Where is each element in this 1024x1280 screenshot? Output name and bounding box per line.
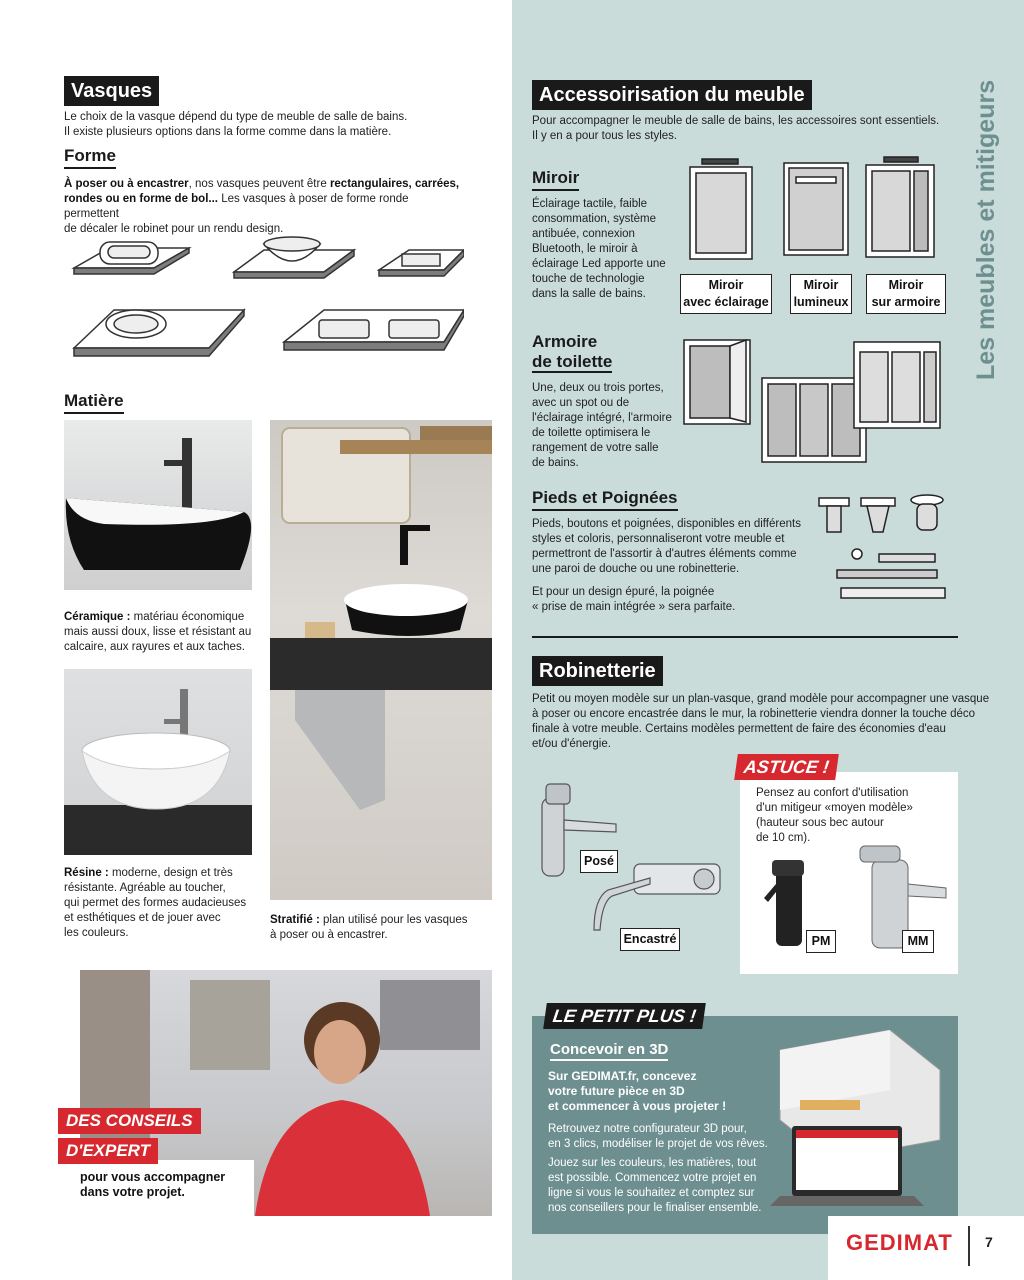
vasques-title: Vasques bbox=[64, 76, 159, 106]
armoire-text bbox=[532, 381, 672, 471]
configurateur-3d-illustration bbox=[760, 1030, 950, 1210]
miroir-line-3: antibuée, connexion bbox=[532, 228, 635, 240]
resine-line-4: et esthétiques et de jouer avec bbox=[64, 912, 221, 924]
resine-text bbox=[64, 866, 246, 941]
miroir-line-5: éclairage Led apporte une bbox=[532, 258, 666, 270]
astuce-line-2: d'un mitigeur «moyen modèle» bbox=[756, 802, 913, 814]
astuce-tag: ASTUCE ! bbox=[734, 754, 839, 780]
pieds-subtitle: Pieds et Poignées bbox=[532, 488, 678, 511]
ceramique-text bbox=[64, 610, 251, 655]
conseils-line-1: pour vous accompagner bbox=[80, 1170, 226, 1184]
pose-label: Posé bbox=[580, 850, 618, 873]
conseils-line-2: dans votre projet. bbox=[80, 1185, 185, 1199]
armoire-line-2: avec un spot ou de bbox=[532, 397, 630, 409]
miroir-eclairage-label bbox=[680, 274, 772, 314]
vasques-intro-2: Il existe plusieurs options dans la forme comme dans la matière. bbox=[64, 126, 392, 138]
armoire-title-2: de toilette bbox=[532, 352, 613, 371]
pieds-line-5: Et pour un design épuré, la poignée bbox=[532, 586, 715, 598]
vasque-shapes-illustration bbox=[64, 230, 464, 370]
armoire-line-3: l'éclairage intégré, l'armoire bbox=[532, 412, 672, 424]
petit-plus-line-4: est possible. Commencez votre projet en bbox=[548, 1172, 757, 1184]
robinetterie-line-3: finale à votre meuble. Certains modèles permettent de faire des économies d'eau bbox=[532, 723, 946, 735]
conseils-text bbox=[80, 1170, 225, 1200]
forme-bold-3: rondes ou en forme de bol... bbox=[64, 193, 218, 205]
stratifie-text bbox=[270, 913, 468, 943]
armoire-subtitle bbox=[532, 332, 612, 372]
miroir-line-4: Bluetooth, le miroir à bbox=[532, 243, 638, 255]
astuce-line-4: de 10 cm). bbox=[756, 832, 811, 844]
stratifie-label: Stratifié : bbox=[270, 914, 320, 926]
petit-plus-tag: LE PETIT PLUS ! bbox=[543, 1003, 706, 1029]
robinet-illustrations bbox=[538, 780, 728, 950]
miroir-label-2-line-1: Miroir bbox=[803, 278, 839, 292]
petit-plus-bold-text bbox=[548, 1069, 726, 1114]
resine-line-3: qui permet des formes audacieuses bbox=[64, 897, 247, 909]
resine-photo bbox=[64, 669, 252, 855]
stratifie-photo bbox=[270, 420, 492, 900]
forme-text-1: , nos vasques peuvent être bbox=[188, 178, 330, 190]
miroir-armoire-label bbox=[866, 274, 946, 314]
footer-divider bbox=[968, 1226, 970, 1266]
ceramique-line-1: matériau économique bbox=[130, 611, 245, 623]
forme-subtitle: Forme bbox=[64, 146, 116, 169]
petit-plus-bold-1: Sur GEDIMAT.fr, concevez bbox=[548, 1069, 697, 1083]
ceramique-label: Céramique : bbox=[64, 611, 131, 623]
encastre-label: Encastré bbox=[620, 928, 680, 951]
miroir-lumineux-label bbox=[790, 274, 852, 314]
miroir-line-7: dans la salle de bains. bbox=[532, 288, 646, 300]
robinetterie-line-1: Petit ou moyen modèle sur un plan-vasque, grand modèle pour accompagner une vasque bbox=[532, 693, 990, 705]
miroir-line-6: touche de technologie bbox=[532, 273, 645, 285]
miroir-label-3-line-1: Miroir bbox=[888, 278, 924, 292]
miroir-text bbox=[532, 197, 666, 302]
petit-plus-bold-2: votre future pièce en 3D bbox=[548, 1084, 685, 1098]
pieds-line-4: une paroi de douche ou une robinetterie. bbox=[532, 563, 740, 575]
robinetterie-text bbox=[532, 692, 989, 752]
miroir-label-2-line-2: lumineux bbox=[793, 295, 849, 309]
conseils-tag-2: D'EXPERT bbox=[58, 1138, 158, 1164]
miroir-label-1-line-2: avec éclairage bbox=[683, 295, 769, 309]
resine-line-2: résistante. Agréable au toucher, bbox=[64, 882, 226, 894]
petit-plus-text-1 bbox=[548, 1122, 768, 1152]
astuce-line-3: (hauteur sous bec autour bbox=[756, 817, 884, 829]
gedimat-logo: GEDIMAT bbox=[846, 1230, 953, 1255]
pieds-line-6: « prise de main intégrée » sera parfaite. bbox=[532, 601, 736, 613]
petit-plus-line-5: ligne si vous le souhaitez et comptez sur bbox=[548, 1187, 755, 1199]
ceramique-photo bbox=[64, 420, 252, 590]
petit-plus-text-2 bbox=[548, 1156, 762, 1216]
pieds-text-2 bbox=[532, 585, 735, 615]
petit-plus-line-6: nos conseillers pour le finaliser ensemble. bbox=[548, 1202, 762, 1214]
pieds-text bbox=[532, 517, 801, 577]
petit-plus-line-2: en 3 clics, modéliser le projet de vos rêves. bbox=[548, 1138, 768, 1150]
forme-paragraph bbox=[64, 177, 464, 237]
accessoires-intro-2: Il y en a pour tous les styles. bbox=[532, 130, 678, 142]
conseils-tag-1: DES CONSEILS bbox=[58, 1108, 201, 1134]
pieds-line-2: styles et coloris, personnaliseront votre meuble et bbox=[532, 533, 785, 545]
accessoires-title: Accessoirisation du meuble bbox=[532, 80, 812, 110]
miroir-line-1: Éclairage tactile, faible bbox=[532, 198, 648, 210]
sidebar-title: Les meubles et mitigeurs bbox=[972, 79, 1000, 380]
armoire-title-1: Armoire bbox=[532, 332, 598, 351]
astuce-line-1: Pensez au confort d'utilisation bbox=[756, 787, 909, 799]
armoire-line-4: de toilette optimisera le bbox=[532, 427, 651, 439]
petit-plus-line-1: Retrouvez notre configurateur 3D pour, bbox=[548, 1123, 747, 1135]
miroir-line-2: consommation, système bbox=[532, 213, 656, 225]
resine-label: Résine : bbox=[64, 867, 109, 879]
stratifie-line-2: à poser ou à encastrer. bbox=[270, 929, 388, 941]
ceramique-line-2: mais aussi doux, lisse et résistant au bbox=[64, 626, 252, 638]
forme-text-2: Les vasques à poser de forme ronde permettent bbox=[64, 193, 409, 220]
robinetterie-title: Robinetterie bbox=[532, 656, 663, 686]
robinetterie-line-2: à poser ou encore encastrée dans le mur, la robinetterie viendra donner la touche déco bbox=[532, 708, 976, 720]
forme-bold-2: rectangulaires, carrées, bbox=[329, 178, 460, 190]
petit-plus-line-3: Jouez sur les couleurs, les matières, tout bbox=[548, 1157, 757, 1169]
petit-plus-subtitle: Concevoir en 3D bbox=[550, 1040, 668, 1061]
mm-label: MM bbox=[902, 930, 934, 953]
armoire-line-6: de bains. bbox=[532, 457, 579, 469]
vasques-intro-1: Le choix de la vasque dépend du type de meuble de salle de bains. bbox=[64, 111, 408, 123]
accessoires-intro-1: Pour accompagner le meuble de salle de bains, les accessoires sont essentiels. bbox=[532, 115, 940, 127]
stratifie-line-1: plan utilisé pour les vasques bbox=[319, 914, 468, 926]
section-divider bbox=[532, 636, 958, 638]
pieds-line-1: Pieds, boutons et poignées, disponibles en différents bbox=[532, 518, 801, 530]
forme-text-3: de décaler le robinet pour un rendu design. bbox=[64, 223, 284, 235]
astuce-text bbox=[756, 786, 913, 846]
petit-plus-bold-3: et commencer à vous projeter ! bbox=[548, 1099, 727, 1113]
armoire-illustrations bbox=[680, 330, 946, 470]
miroir-label-1-line-1: Miroir bbox=[708, 278, 744, 292]
page-number: 7 bbox=[985, 1234, 993, 1250]
resine-line-5: les couleurs. bbox=[64, 927, 129, 939]
miroir-subtitle: Miroir bbox=[532, 168, 579, 191]
matiere-subtitle: Matière bbox=[64, 391, 124, 414]
pieds-illustrations bbox=[815, 492, 955, 607]
armoire-line-1: Une, deux ou trois portes, bbox=[532, 382, 664, 394]
pieds-line-3: permettront de l'assortir à d'autres éléments comme bbox=[532, 548, 797, 560]
pm-label: PM bbox=[806, 930, 836, 953]
armoire-line-5: rangement de votre salle bbox=[532, 442, 659, 454]
robinetterie-line-4: et/ou d'énergie. bbox=[532, 738, 611, 750]
miroir-illustrations bbox=[688, 155, 948, 265]
resine-line-1: moderne, design et très bbox=[108, 867, 233, 879]
ceramique-line-3: calcaire, aux rayures et aux taches. bbox=[64, 641, 245, 653]
miroir-label-3-line-2: sur armoire bbox=[871, 295, 941, 309]
forme-bold-1: À poser ou à encastrer bbox=[64, 178, 189, 190]
